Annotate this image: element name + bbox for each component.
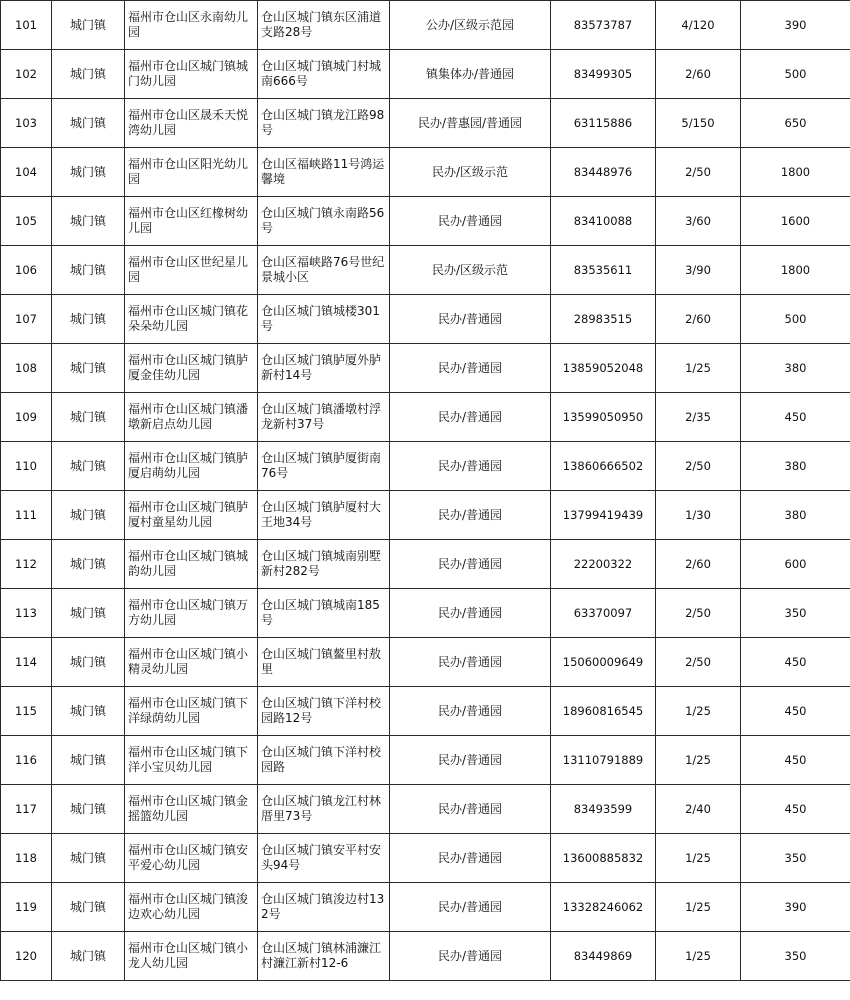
fee-cell: 1800	[741, 246, 850, 295]
table-row	[1, 1, 850, 50]
address-cell: 仓山区城门镇城门村城南666号	[258, 50, 390, 99]
address-cell: 仓山区城门镇永南路56号	[258, 197, 390, 246]
phone-cell: 13110791889	[551, 736, 656, 785]
classes-cell: 1/25	[656, 344, 741, 393]
phone-cell: 83448976	[551, 148, 656, 197]
kindergarten-name-cell: 福州市仓山区城门镇潘墩新启点幼儿园	[125, 393, 258, 442]
row-number: 119	[1, 883, 52, 932]
type-cell: 民办/普通园	[390, 736, 551, 785]
fee-cell: 390	[741, 883, 850, 932]
kindergarten-name-cell: 福州市仓山区永南幼儿园	[125, 1, 258, 50]
kindergarten-name-cell: 福州市仓山区世纪星儿园	[125, 246, 258, 295]
table-row	[1, 540, 850, 589]
fee-cell: 1600	[741, 197, 850, 246]
type-cell: 民办/普通园	[390, 785, 551, 834]
row-number: 114	[1, 638, 52, 687]
type-cell: 公办/区级示范园	[390, 1, 551, 50]
address-cell: 仓山区福峡路76号世纪景城小区	[258, 246, 390, 295]
table-row	[1, 687, 850, 736]
type-cell: 民办/普通园	[390, 540, 551, 589]
row-number: 116	[1, 736, 52, 785]
kindergarten-name-cell: 福州市仓山区城门镇胪厦村童星幼儿园	[125, 491, 258, 540]
town-cell: 城门镇	[52, 393, 125, 442]
kindergarten-name-cell: 福州市仓山区城门镇浚边欢心幼儿园	[125, 883, 258, 932]
row-number: 103	[1, 99, 52, 148]
table-row	[1, 442, 850, 491]
table-row	[1, 491, 850, 540]
table-row	[1, 246, 850, 295]
classes-cell: 2/60	[656, 295, 741, 344]
classes-cell: 3/90	[656, 246, 741, 295]
row-number: 101	[1, 1, 52, 50]
row-number: 112	[1, 540, 52, 589]
table-row	[1, 148, 850, 197]
town-cell: 城门镇	[52, 638, 125, 687]
phone-cell: 83535611	[551, 246, 656, 295]
type-cell: 民办/普通园	[390, 687, 551, 736]
table-row	[1, 785, 850, 834]
table-row	[1, 589, 850, 638]
row-number: 109	[1, 393, 52, 442]
address-cell: 仓山区城门镇浚边村132号	[258, 883, 390, 932]
classes-cell: 2/35	[656, 393, 741, 442]
town-cell: 城门镇	[52, 344, 125, 393]
kindergarten-name-cell: 福州市仓山区城门镇城韵幼儿园	[125, 540, 258, 589]
phone-cell: 15060009649	[551, 638, 656, 687]
table-row	[1, 50, 850, 99]
town-cell: 城门镇	[52, 442, 125, 491]
row-number: 111	[1, 491, 52, 540]
row-number: 120	[1, 932, 52, 981]
table-row	[1, 295, 850, 344]
classes-cell: 2/40	[656, 785, 741, 834]
type-cell: 民办/区级示范	[390, 246, 551, 295]
row-number: 118	[1, 834, 52, 883]
row-number: 117	[1, 785, 52, 834]
row-number: 104	[1, 148, 52, 197]
town-cell: 城门镇	[52, 687, 125, 736]
kindergarten-name-cell: 福州市仓山区城门镇小精灵幼儿园	[125, 638, 258, 687]
fee-cell: 380	[741, 442, 850, 491]
kindergarten-name-cell: 福州市仓山区阳光幼儿园	[125, 148, 258, 197]
classes-cell: 2/60	[656, 540, 741, 589]
table-row	[1, 344, 850, 393]
fee-cell: 450	[741, 736, 850, 785]
classes-cell: 1/25	[656, 932, 741, 981]
type-cell: 民办/普通园	[390, 393, 551, 442]
phone-cell: 13600885832	[551, 834, 656, 883]
fee-cell: 380	[741, 344, 850, 393]
table-row	[1, 834, 850, 883]
phone-cell: 13328246062	[551, 883, 656, 932]
classes-cell: 2/50	[656, 442, 741, 491]
row-number: 102	[1, 50, 52, 99]
town-cell: 城门镇	[52, 736, 125, 785]
classes-cell: 1/25	[656, 834, 741, 883]
fee-cell: 450	[741, 638, 850, 687]
classes-cell: 2/60	[656, 50, 741, 99]
address-cell: 仓山区城门镇城楼301号	[258, 295, 390, 344]
phone-cell: 63370097	[551, 589, 656, 638]
classes-cell: 2/50	[656, 589, 741, 638]
phone-cell: 13860666502	[551, 442, 656, 491]
address-cell: 仓山区城门镇城南别墅新村282号	[258, 540, 390, 589]
town-cell: 城门镇	[52, 99, 125, 148]
classes-cell: 1/25	[656, 736, 741, 785]
type-cell: 民办/普通园	[390, 491, 551, 540]
kindergarten-name-cell: 福州市仓山区城门镇万方幼儿园	[125, 589, 258, 638]
table-row	[1, 736, 850, 785]
fee-cell: 380	[741, 491, 850, 540]
type-cell: 民办/普通园	[390, 197, 551, 246]
type-cell: 民办/普通园	[390, 344, 551, 393]
town-cell: 城门镇	[52, 1, 125, 50]
address-cell: 仓山区城门镇下洋村校园路12号	[258, 687, 390, 736]
town-cell: 城门镇	[52, 197, 125, 246]
classes-cell: 2/50	[656, 638, 741, 687]
town-cell: 城门镇	[52, 932, 125, 981]
town-cell: 城门镇	[52, 883, 125, 932]
phone-cell: 83449869	[551, 932, 656, 981]
kindergarten-name-cell: 福州市仓山区城门镇金摇篮幼儿园	[125, 785, 258, 834]
address-cell: 仓山区城门镇安平村安头94号	[258, 834, 390, 883]
fee-cell: 390	[741, 1, 850, 50]
fee-cell: 350	[741, 932, 850, 981]
kindergarten-name-cell: 福州市仓山区城门镇小龙人幼儿园	[125, 932, 258, 981]
row-number: 105	[1, 197, 52, 246]
fee-cell: 450	[741, 393, 850, 442]
type-cell: 民办/普通园	[390, 932, 551, 981]
kindergarten-name-cell: 福州市仓山区城门镇下洋小宝贝幼儿园	[125, 736, 258, 785]
address-cell: 仓山区城门镇潘墩村浮龙新村37号	[258, 393, 390, 442]
town-cell: 城门镇	[52, 540, 125, 589]
fee-cell: 600	[741, 540, 850, 589]
row-number: 107	[1, 295, 52, 344]
address-cell: 仓山区城门镇东区浦道支路28号	[258, 1, 390, 50]
address-cell: 仓山区城门镇城南185号	[258, 589, 390, 638]
classes-cell: 1/30	[656, 491, 741, 540]
table-row	[1, 197, 850, 246]
type-cell: 民办/普通园	[390, 834, 551, 883]
type-cell: 民办/普通园	[390, 883, 551, 932]
address-cell: 仓山区城门镇胪厦村大王地34号	[258, 491, 390, 540]
address-cell: 仓山区城门镇林浦濂江村濂江新村12-6	[258, 932, 390, 981]
address-cell: 仓山区城门镇龙江路98号	[258, 99, 390, 148]
type-cell: 民办/区级示范	[390, 148, 551, 197]
table-row	[1, 99, 850, 148]
phone-cell: 18960816545	[551, 687, 656, 736]
phone-cell: 13859052048	[551, 344, 656, 393]
table-row	[1, 883, 850, 932]
town-cell: 城门镇	[52, 785, 125, 834]
type-cell: 民办/普惠园/普通园	[390, 99, 551, 148]
row-number: 108	[1, 344, 52, 393]
phone-cell: 83573787	[551, 1, 656, 50]
classes-cell: 1/25	[656, 883, 741, 932]
type-cell: 民办/普通园	[390, 442, 551, 491]
fee-cell: 450	[741, 687, 850, 736]
kindergarten-name-cell: 福州市仓山区城门镇安平爱心幼儿园	[125, 834, 258, 883]
fee-cell: 350	[741, 834, 850, 883]
fee-cell: 500	[741, 50, 850, 99]
type-cell: 民办/普通园	[390, 638, 551, 687]
fee-cell: 450	[741, 785, 850, 834]
table-row	[1, 638, 850, 687]
phone-cell: 63115886	[551, 99, 656, 148]
town-cell: 城门镇	[52, 50, 125, 99]
classes-cell: 1/25	[656, 687, 741, 736]
type-cell: 民办/普通园	[390, 295, 551, 344]
fee-cell: 1800	[741, 148, 850, 197]
town-cell: 城门镇	[52, 834, 125, 883]
fee-cell: 650	[741, 99, 850, 148]
table-row	[1, 393, 850, 442]
town-cell: 城门镇	[52, 491, 125, 540]
phone-cell: 83493599	[551, 785, 656, 834]
classes-cell: 5/150	[656, 99, 741, 148]
table-row	[1, 932, 850, 981]
type-cell: 民办/普通园	[390, 589, 551, 638]
phone-cell: 28983515	[551, 295, 656, 344]
kindergarten-name-cell: 福州市仓山区城门镇胪厦金佳幼儿园	[125, 344, 258, 393]
kindergarten-name-cell: 福州市仓山区城门镇城门幼儿园	[125, 50, 258, 99]
classes-cell: 3/60	[656, 197, 741, 246]
phone-cell: 83410088	[551, 197, 656, 246]
town-cell: 城门镇	[52, 148, 125, 197]
address-cell: 仓山区城门镇龙江村林厝里73号	[258, 785, 390, 834]
classes-cell: 2/50	[656, 148, 741, 197]
phone-cell: 13599050950	[551, 393, 656, 442]
town-cell: 城门镇	[52, 589, 125, 638]
kindergarten-name-cell: 福州市仓山区城门镇胪厦启萌幼儿园	[125, 442, 258, 491]
address-cell: 仓山区城门镇胪厦街南76号	[258, 442, 390, 491]
town-cell: 城门镇	[52, 246, 125, 295]
row-number: 115	[1, 687, 52, 736]
town-cell: 城门镇	[52, 295, 125, 344]
row-number: 113	[1, 589, 52, 638]
address-cell: 仓山区城门镇胪厦外胪新村14号	[258, 344, 390, 393]
phone-cell: 13799419439	[551, 491, 656, 540]
address-cell: 仓山区福峡路11号鸿运馨境	[258, 148, 390, 197]
type-cell: 镇集体办/普通园	[390, 50, 551, 99]
kindergarten-name-cell: 福州市仓山区城门镇花朵朵幼儿园	[125, 295, 258, 344]
phone-cell: 22200322	[551, 540, 656, 589]
row-number: 106	[1, 246, 52, 295]
table-body	[1, 1, 850, 981]
address-cell: 仓山区城门镇下洋村校园路	[258, 736, 390, 785]
kindergarten-name-cell: 福州市仓山区晟禾天悦湾幼儿园	[125, 99, 258, 148]
fee-cell: 350	[741, 589, 850, 638]
kindergarten-name-cell: 福州市仓山区城门镇下洋绿荫幼儿园	[125, 687, 258, 736]
kindergarten-name-cell: 福州市仓山区红橡树幼儿园	[125, 197, 258, 246]
classes-cell: 4/120	[656, 1, 741, 50]
address-cell: 仓山区城门镇鳌里村敖里	[258, 638, 390, 687]
fee-cell: 500	[741, 295, 850, 344]
row-number: 110	[1, 442, 52, 491]
phone-cell: 83499305	[551, 50, 656, 99]
